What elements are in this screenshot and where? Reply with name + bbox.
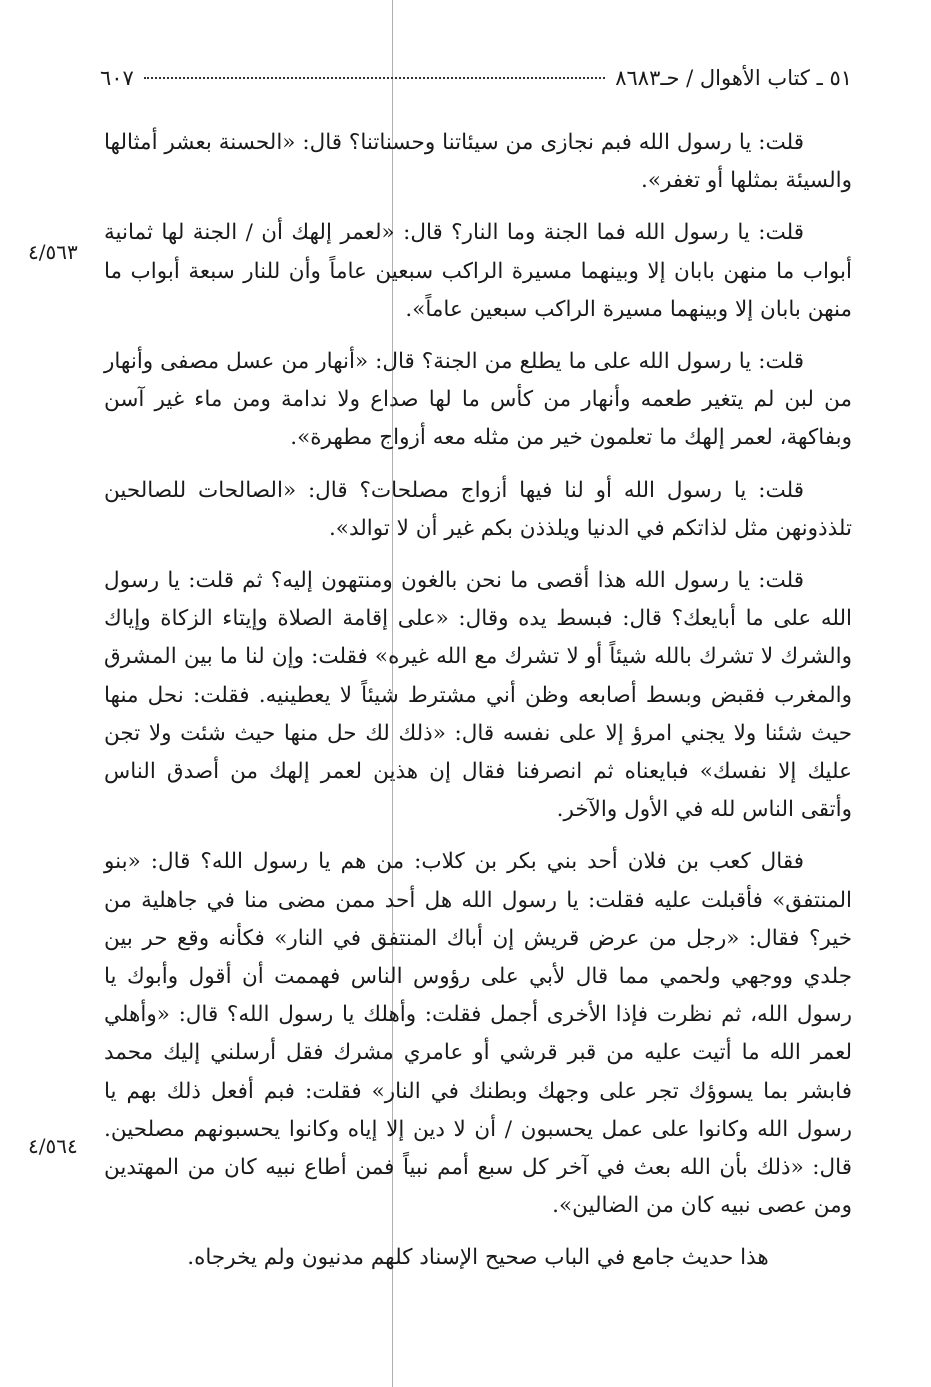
margin-ref-1: ٤/٥٦٣: [28, 240, 78, 264]
margin-ref-2: ٤/٥٦٤: [28, 1134, 78, 1158]
paragraph-banu-muntafiq: فقال كعب بن فلان أحد بني بكر بن كلاب: من هم يا رسول الله؟ قال: «بنو المنتفق» فأقبلت عليه فقلت: يا رسول الله هل أحد ممن مضى منا في جاهلية من خير؟ فقال: «رجل من عرض قريش إن أباك المنتفق في النار» فكأنه وقع حر بين جلدي ووجهي ولحمي مما قال لأبي على رؤوس الناس فهممت أن أقول وأبوك يا رسول الله، ثم نظرت فإذا الأخرى أجمل فقلت: وأهلك يا رسول الله؟ قال: «وأهلي لعمر الله ما أتيت عليه من قبر قرشي أو عامري مشرك فقل أرسلني إليك محمد فابشر بما يسوؤك تجر على وجهك وبطنك في النار» فقلت: فبم أفعل ذلك بهم يا رسول الله وكانوا على عمل يحسبون / أن لا دين إلا إياه وكانوا يحسبونهم مصلحين. قال: «ذلك بأن الله بعث في آخر كل سبع أمم نبياً فمن أطاع نبيه كان من المهتدين ومن عصى نبيه كان من الضالين».: [104, 849, 852, 1219]
paragraph-reward: قلت: يا رسول الله فبم نجازى من سيئاتنا وحسناتنا؟ قال: «الحسنة بعشر أمثالها والسيئة بمثلها أو تغفر».: [104, 130, 852, 194]
paragraph-paradise-hell: قلت: يا رسول الله فما الجنة وما النار؟ قال: «لعمر إلهك أن / الجنة لها ثمانية أبواب ما منهن بابان إلا وبينهما مسيرة الراكب سبعين عاماً وأن للنار سبعة أبواب ما منهن بابان إلا وبينهما مسيرة الراكب سبعين عاماً».: [104, 220, 852, 322]
body-text: [104, 124, 852, 1292]
page-header: [100, 66, 852, 106]
margin-references: [0, 0, 100, 1387]
paragraph-grading-note: هذا حديث جامع في الباب صحيح الإسناد كلهم مدنيون ولم يخرجاه.: [187, 1245, 769, 1271]
running-title: ٥١ ـ كتاب الأهوال / حـ٨٦٨٣: [615, 66, 852, 90]
paragraph-pledge: قلت: يا رسول الله هذا أقصى ما نحن بالغون ومنتهون إليه؟ ثم قلت: يا رسول الله على ما أبايعك؟ قال: فبسط يده وقال: «على إقامة الصلاة وإيتاء الزكاة وإياك والشرك لا تشرك بالله شيئاً أو لا تشرك مع الله غيره» فقلت: وإن لنا ما بين المشرق والمغرب فقبض وبسط أصابعه وظن أني مشترط شيئاً لا يعطينيه. فقلت: نحل منها حيث شئنا ولا يجني امرؤ إلا على نفسه قال: «ذلك لك حل منها حيث شئت ولا تجن عليك إلا نفسك» فبايعناه ثم انصرفنا فقال إن هذين لعمر إلهك من أصدق الناس وأتقى الناس لله في الأول والآخر.: [104, 568, 852, 823]
header-dot-leader: [144, 77, 605, 79]
paragraph-rivers: قلت: يا رسول الله على ما يطلع من الجنة؟ قال: «أنهار من عسل مصفى وأنهار من لبن لم يتغير طعمه وأنهار من كأس ما لها صداع ولا ندامة ومن ماء غير آسن وبفاكهة، لعمر إلهك ما تعلمون خير من مثله معه أزواج مطهرة».: [104, 349, 852, 451]
page-number: ٦٠٧: [100, 66, 134, 90]
paragraph-spouses: قلت: يا رسول الله أو لنا فيها أزواج مصلحات؟ قال: «الصالحات للصالحين تلذذونهن مثل لذاتكم في الدنيا ويلذذن بكم غير أن لا توالد».: [104, 477, 852, 541]
